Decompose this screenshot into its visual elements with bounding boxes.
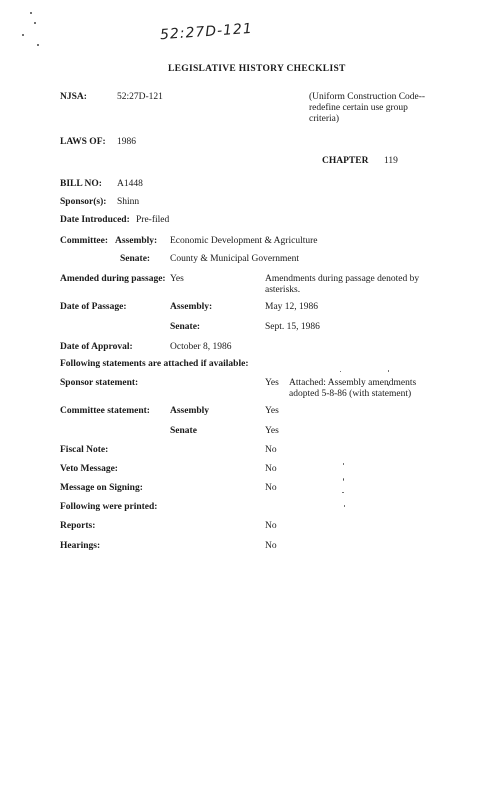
scan-speck [37, 44, 39, 46]
passage-assembly-label: Assembly: [170, 302, 213, 312]
reports-label: Reports: [60, 521, 96, 531]
date-introduced-value: Pre-filed [136, 215, 170, 225]
fiscal-note-label: Fiscal Note: [60, 445, 109, 455]
scan-speck [343, 478, 344, 481]
fiscal-note-value: No [265, 445, 277, 455]
handwritten-reference: 52:27D-121 [159, 20, 254, 44]
date-of-passage-label: Date of Passage: [60, 302, 127, 312]
committee-statement-label: Committee statement: [60, 406, 150, 416]
reports-value: No [265, 521, 277, 531]
scan-speck [344, 505, 345, 507]
laws-of-label: LAWS OF: [60, 137, 106, 147]
committee-statement-assembly-value: Yes [265, 406, 279, 416]
committee-statement-assembly-label: Assembly [170, 406, 210, 416]
committee-assembly-label: Assembly: [115, 236, 158, 246]
scan-speck [388, 370, 389, 372]
passage-senate-label: Senate: [170, 322, 201, 332]
committee-label: Committee: [60, 236, 109, 246]
following-printed-heading: Following were printed: [60, 502, 158, 512]
scan-speck [340, 371, 341, 372]
amended-note: Amendments during passage denoted by asterisks. [265, 274, 420, 295]
passage-assembly-value: May 12, 1986 [265, 302, 319, 312]
scan-speck [22, 34, 24, 36]
njsa-label: NJSA: [60, 92, 87, 102]
njsa-note: (Uniform Construction Code--redefine certain use group criteria) [309, 92, 426, 124]
scan-speck [34, 22, 36, 24]
sponsor-statement-label: Sponsor statement: [60, 378, 139, 388]
committee-assembly-value: Economic Development & Agriculture [170, 236, 318, 246]
veto-message-label: Veto Message: [60, 464, 118, 474]
sponsors-value: Shinn [117, 197, 140, 207]
committee-statement-senate-value: Yes [265, 426, 279, 436]
bill-no-value: A1448 [117, 179, 143, 189]
date-introduced-label: Date Introduced: [60, 215, 130, 225]
njsa-value: 52:27D-121 [117, 92, 163, 102]
amended-label: Amended during passage: [60, 274, 166, 284]
committee-senate-label: Senate: [120, 254, 151, 264]
committee-senate-value: County & Municipal Government [170, 254, 300, 264]
amended-value: Yes [170, 274, 184, 284]
following-statements-heading: Following statements are attached if available: [60, 359, 249, 369]
sponsors-label: Sponsor(s): [60, 197, 107, 207]
scan-speck [30, 12, 32, 14]
sponsor-statement-value: Yes [265, 378, 279, 388]
message-on-signing-value: No [265, 483, 277, 493]
passage-senate-value: Sept. 15, 1986 [265, 322, 320, 332]
bill-no-label: BILL NO: [60, 179, 102, 189]
veto-message-value: No [265, 464, 277, 474]
laws-of-value: 1986 [117, 137, 136, 147]
chapter-value: 119 [384, 156, 398, 166]
chapter-label: CHAPTER [322, 156, 369, 166]
message-on-signing-label: Message on Signing: [60, 483, 143, 493]
scan-speck [342, 492, 344, 493]
date-of-approval-label: Date of Approval: [60, 342, 133, 352]
scan-speck [343, 463, 344, 465]
committee-statement-senate-label: Senate [170, 426, 197, 436]
sponsor-statement-note: Attached: Assembly amendments adopted 5-8-86 (with statement) [289, 378, 417, 399]
date-of-approval-value: October 8, 1986 [170, 342, 232, 352]
hearings-label: Hearings: [60, 541, 101, 551]
hearings-value: No [265, 541, 277, 551]
page-title: LEGISLATIVE HISTORY CHECKLIST [168, 64, 346, 74]
